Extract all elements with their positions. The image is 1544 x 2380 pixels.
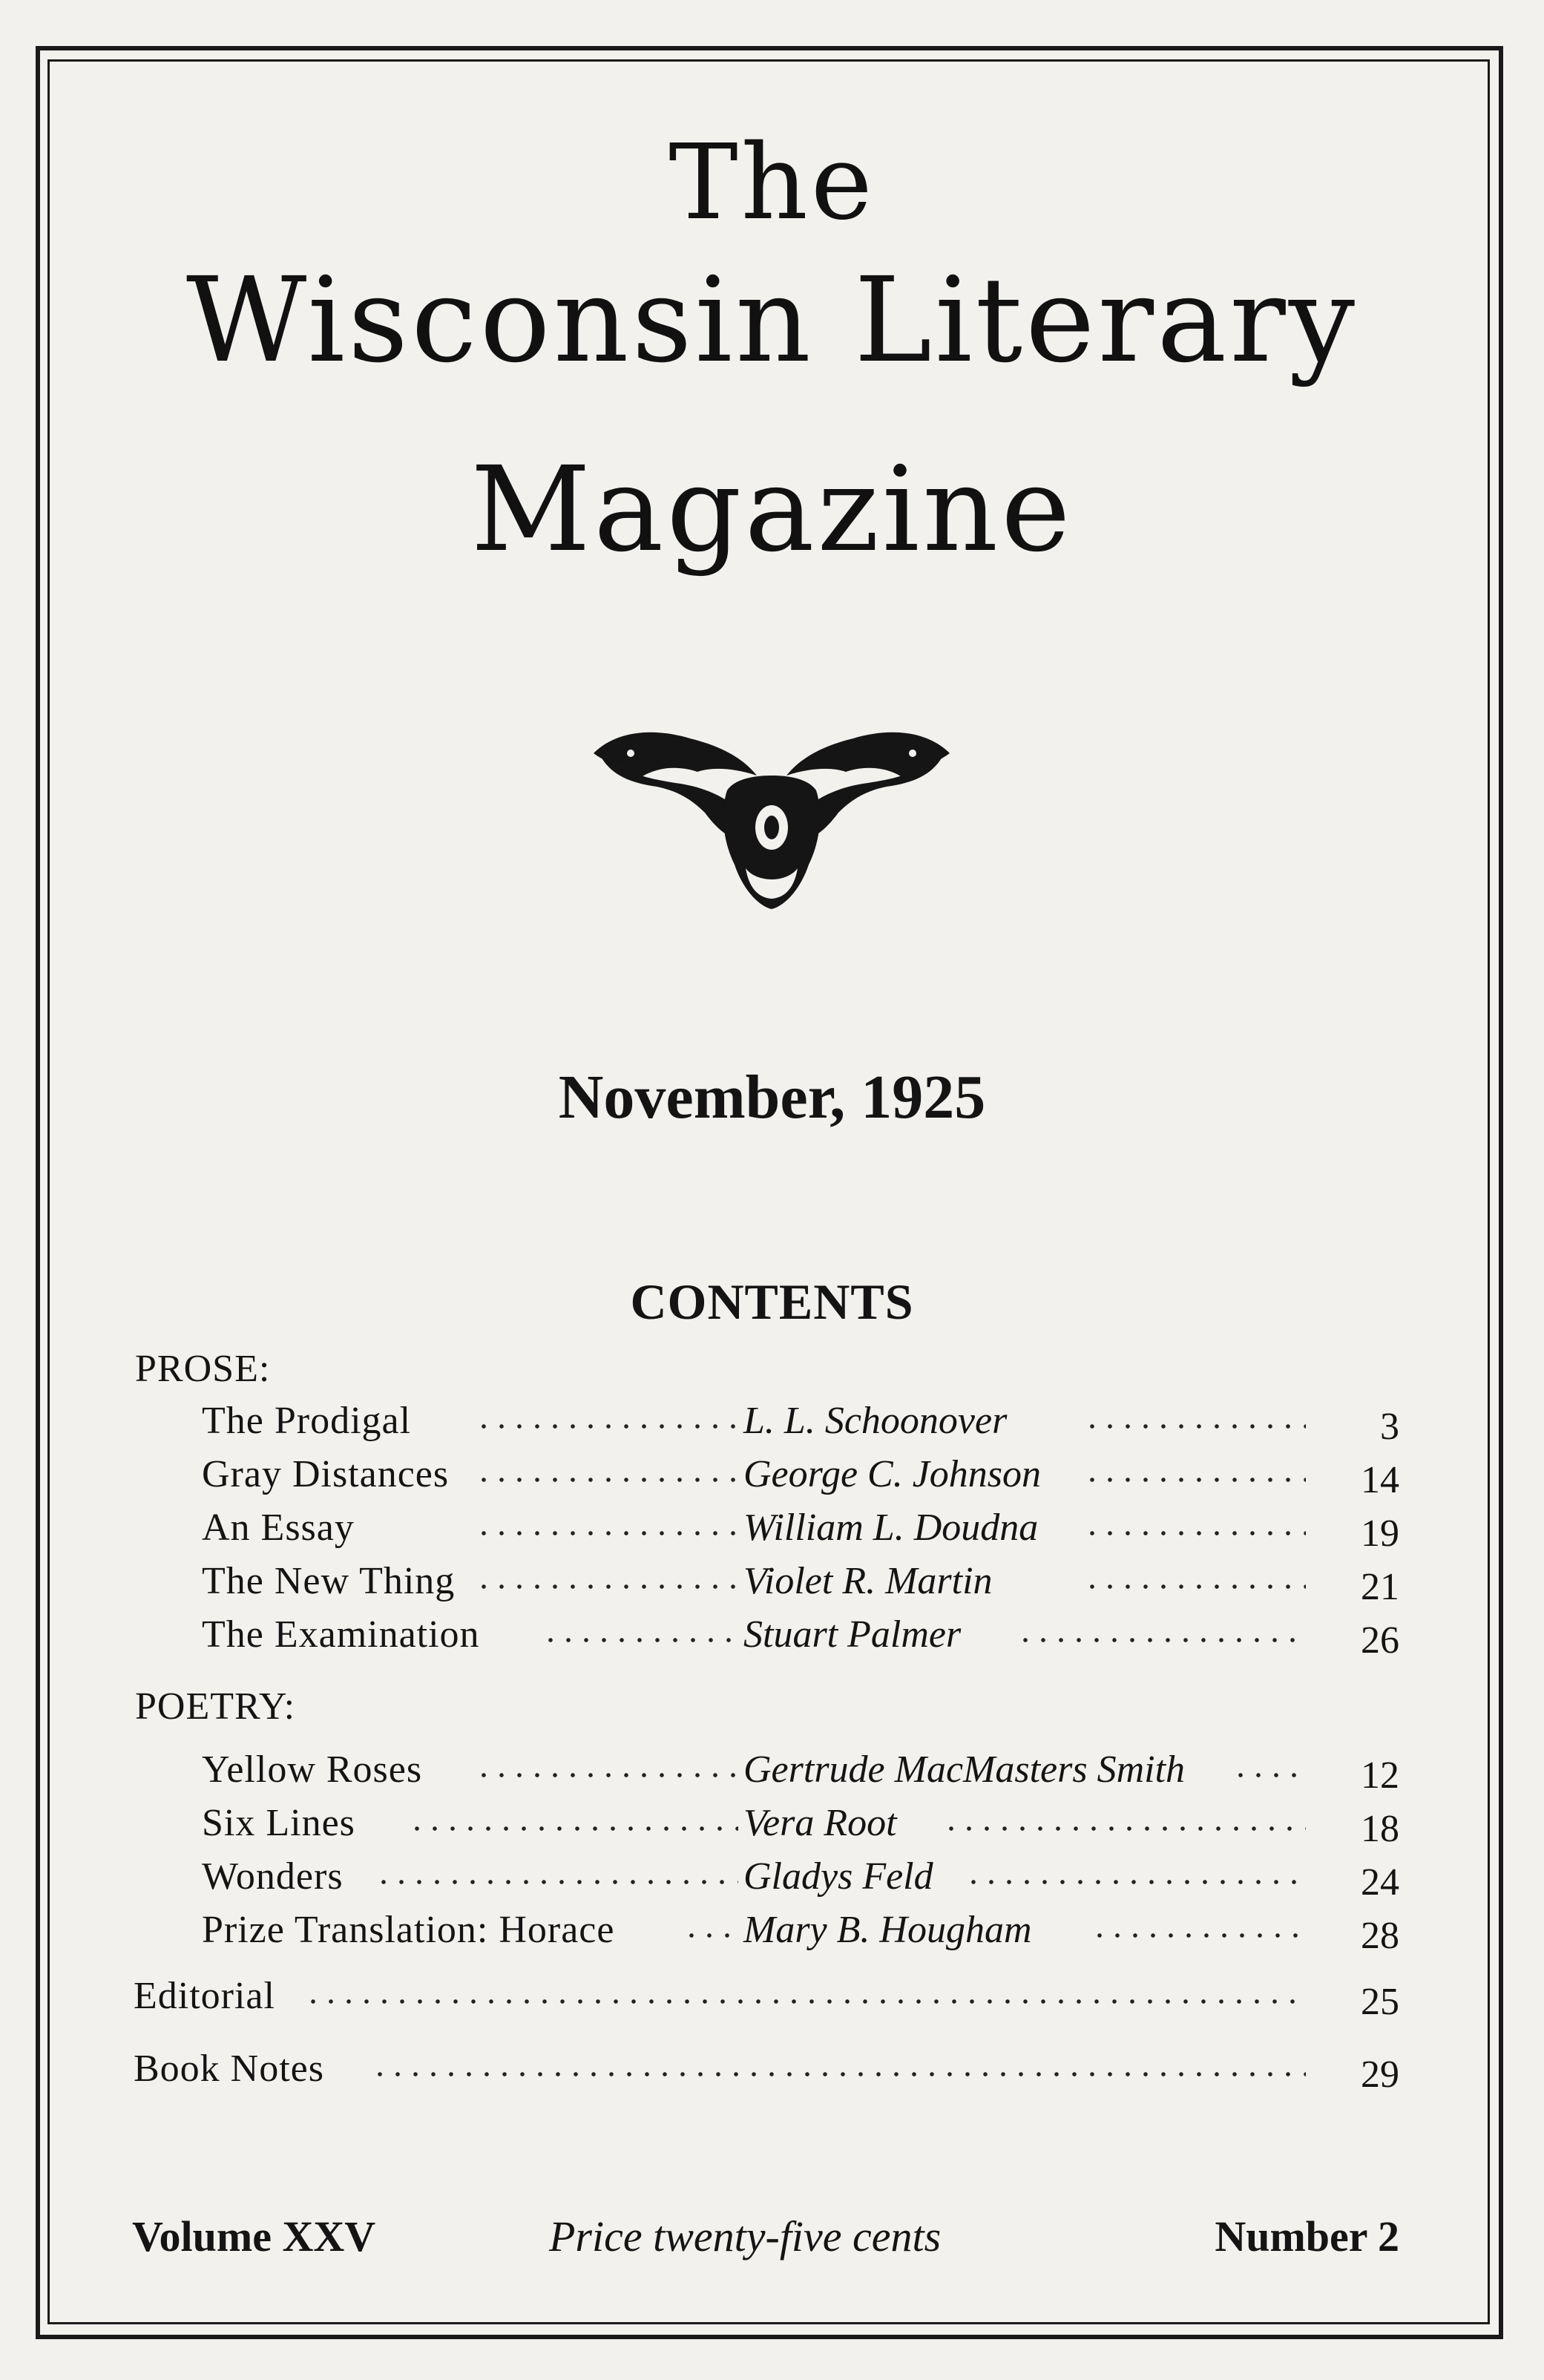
leader-dots: [542, 1638, 738, 1642]
toc-author: L. L. Schoonover: [743, 1400, 1008, 1442]
leader-dots: [475, 1773, 738, 1777]
toc-row: [0, 1855, 1544, 1907]
leader-dots: [683, 1933, 738, 1938]
toc-title: Six Lines: [202, 1802, 355, 1844]
leader-dots: [371, 2072, 1306, 2076]
toc-page: 3: [1380, 1406, 1399, 1448]
leader-dots: [408, 1826, 738, 1831]
leader-dots: [1091, 1933, 1306, 1938]
toc-page: 24: [1361, 1861, 1399, 1904]
toc-page: 26: [1361, 1619, 1399, 1662]
toc-page: 21: [1361, 1566, 1399, 1608]
toc-author: Stuart Palmer: [743, 1613, 962, 1656]
toc-title: Gray Distances: [202, 1453, 450, 1495]
leader-dots: [1083, 1531, 1306, 1535]
issue-number: Number 2: [1215, 2212, 1399, 2261]
toc-title: The Examination: [202, 1613, 480, 1656]
price-label: Price twenty-five cents: [549, 2212, 942, 2261]
toc-row: [0, 1801, 1544, 1853]
toc-row: [0, 1399, 1544, 1451]
toc-author: William L. Doudna: [743, 1507, 1039, 1549]
toc-author: Mary B. Hougham: [743, 1909, 1032, 1951]
toc-row: [0, 1974, 1544, 2026]
toc-author: George C. Johnson: [743, 1453, 1042, 1495]
masthead-magazine: Magazine: [470, 442, 1074, 578]
toc-title: The New Thing: [202, 1560, 456, 1602]
leader-dots: [1016, 1638, 1306, 1642]
toc-row: [0, 1748, 1544, 1800]
toc-row: [0, 1452, 1544, 1504]
contents-heading: CONTENTS: [630, 1273, 914, 1330]
toc-author: Vera Root: [743, 1802, 897, 1844]
poetry-heading: POETRY:: [135, 1685, 296, 1728]
toc-title: An Essay: [202, 1507, 355, 1549]
masthead-the: The: [668, 122, 876, 243]
masthead-wisconsin-literary: Wisconsin Literary: [185, 252, 1359, 389]
toc-row: [0, 2047, 1544, 2099]
toc-title: Wonders: [202, 1855, 344, 1898]
toc-title: Yellow Roses: [202, 1748, 423, 1791]
leader-dots: [1083, 1478, 1306, 1482]
toc-page: 18: [1361, 1808, 1399, 1850]
toc-title: Book Notes: [134, 2048, 324, 2090]
toc-author: Gertrude MacMasters Smith: [743, 1748, 1186, 1791]
cover-footer: [0, 2212, 1544, 2271]
leader-dots: [475, 1531, 738, 1535]
leader-dots: [942, 1826, 1306, 1831]
toc-page: 25: [1361, 1981, 1399, 2023]
toc-row: [0, 1559, 1544, 1611]
toc-author: Violet R. Martin: [743, 1560, 993, 1602]
leader-dots: [1083, 1584, 1306, 1589]
toc-page: 28: [1361, 1915, 1399, 1957]
toc-page: 29: [1361, 2053, 1399, 2096]
prose-heading: PROSE:: [135, 1348, 271, 1390]
leader-dots: [475, 1424, 738, 1429]
leader-dots: [475, 1478, 738, 1482]
toc-title: The Prodigal: [202, 1400, 412, 1442]
toc-row: [0, 1506, 1544, 1558]
toc-row: [0, 1613, 1544, 1665]
leader-dots: [475, 1584, 738, 1589]
toc-page: 19: [1361, 1512, 1399, 1555]
acanthus-ornament-icon: [586, 724, 957, 917]
leader-dots: [1232, 1773, 1306, 1777]
issue-date: November, 1925: [558, 1063, 986, 1132]
toc-title: Prize Translation: Horace: [202, 1909, 615, 1951]
toc-title: Editorial: [134, 1975, 275, 2017]
leader-dots: [375, 1880, 738, 1884]
leader-dots: [965, 1880, 1306, 1884]
toc-row: [0, 1908, 1544, 1960]
toc-author: Gladys Feld: [743, 1855, 933, 1898]
toc-page: 12: [1361, 1754, 1399, 1797]
leader-dots: [304, 1999, 1306, 2004]
toc-page: 14: [1361, 1459, 1399, 1501]
leader-dots: [1083, 1424, 1306, 1429]
volume-label: Volume XXV: [132, 2212, 376, 2261]
